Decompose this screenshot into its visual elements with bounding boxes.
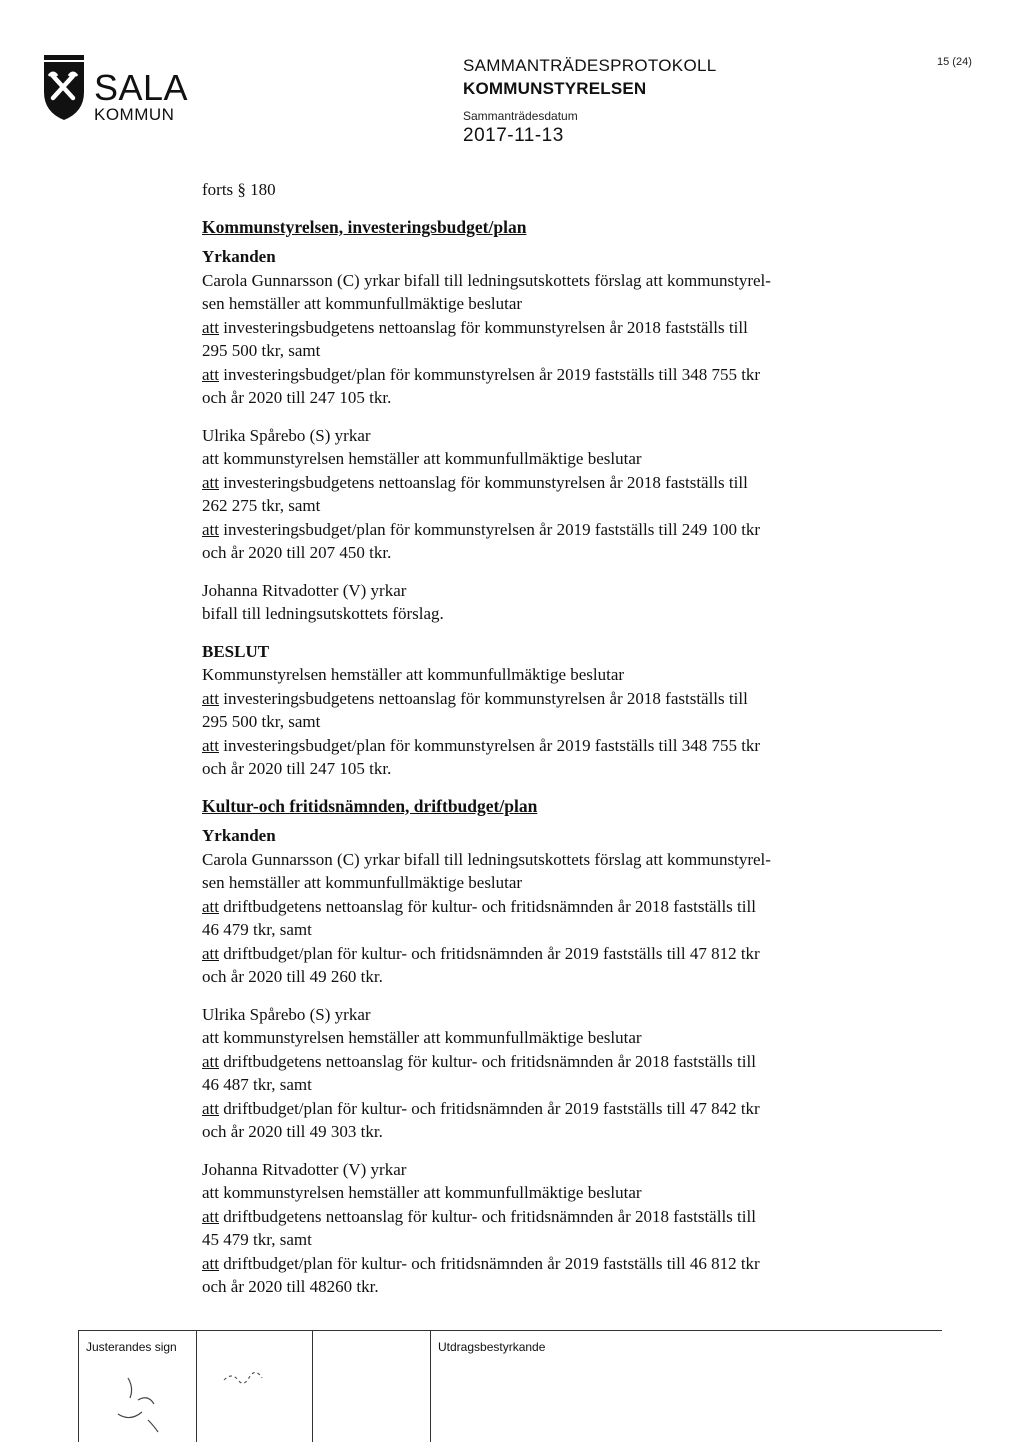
footer-divider (78, 1330, 942, 1331)
paragraph-line: 262 275 tkr, samt (202, 496, 321, 515)
document-body (202, 178, 882, 1299)
proposer-name: Johanna Ritvadotter (V) yrkar (202, 580, 407, 600)
proposer-name: Ulrika Spårebo (S) yrkar (202, 425, 371, 445)
paragraph-line: 46 487 tkr, samt (202, 1075, 312, 1094)
paragraph-line: att kommunstyrelsen hemställer att kommunfullmäktige beslutar (202, 1028, 642, 1047)
footer-divider (430, 1330, 431, 1442)
page-number: 15 (24) (937, 56, 972, 68)
att-word: att (202, 943, 219, 963)
footer-divider (196, 1330, 197, 1442)
att-clause: att investeringsbudget/plan för kommunstyrelsen år 2019 fastställs till 348 755 tkr (202, 735, 761, 755)
section-title-investering: Kommunstyrelsen, investeringsbudget/plan (202, 216, 527, 237)
att-word: att (202, 896, 219, 916)
att-clause: att investeringsbudget/plan för kommunstyrelsen år 2019 fastställs till 348 755 tkr (202, 364, 761, 384)
justerandes-sign-label: Justerandes sign (86, 1340, 177, 1354)
paragraph-line: Carola Gunnarsson (C) yrkar bifall till ledningsutskottets förslag att kommunstyrel- (202, 849, 771, 869)
att-word: att (202, 472, 219, 492)
document-header (463, 56, 716, 147)
board-name: KOMMUNSTYRELSEN (463, 79, 647, 98)
att-clause: att driftbudgetens nettoanslag för kultur- och fritidsnämnden år 2018 fastställs till (202, 1206, 756, 1226)
paragraph-line: att kommunstyrelsen hemställer att kommunfullmäktige beslutar (202, 1183, 642, 1202)
protocol-title: SAMMANTRÄDESPROTOKOLL (463, 56, 717, 75)
att-word: att (202, 364, 219, 384)
yrkanden-heading: Yrkanden (202, 247, 276, 266)
footer-divider (312, 1330, 313, 1442)
att-word: att (202, 688, 219, 708)
paragraph-line: och år 2020 till 48260 tkr. (202, 1277, 379, 1296)
att-clause: att driftbudgetens nettoanslag för kultur- och fritidsnämnden år 2018 fastställs till (202, 1051, 756, 1071)
paragraph-line: och år 2020 till 247 105 tkr. (202, 388, 392, 407)
att-word: att (202, 1206, 219, 1226)
section-ref: forts § 180 (202, 180, 276, 199)
paragraph-line: 295 500 tkr, samt (202, 712, 321, 731)
paragraph-line: 46 479 tkr, samt (202, 920, 312, 939)
signature-scribble (218, 1360, 288, 1390)
logo (40, 54, 188, 123)
att-clause: att investeringsbudgetens nettoanslag för kommunstyrelsen år 2018 fastställs till (202, 688, 748, 708)
beslut-heading: BESLUT (202, 641, 270, 661)
att-clause: att driftbudget/plan för kultur- och fritidsnämnden år 2019 fastställs till 47 842 tkr (202, 1098, 760, 1118)
footer-divider (78, 1330, 79, 1442)
yrkanden-heading: Yrkanden (202, 826, 276, 845)
att-word: att (202, 317, 219, 337)
att-word: att (202, 1051, 219, 1071)
paragraph-line: sen hemställer att kommunfullmäktige beslutar (202, 294, 523, 313)
date-label: Sammanträdesdatum (463, 109, 578, 123)
paragraph-line: och år 2020 till 49 260 tkr. (202, 967, 383, 986)
proposer-name: Ulrika Spårebo (S) yrkar (202, 1004, 371, 1024)
signature-footer (78, 1330, 948, 1442)
att-clause: att driftbudget/plan för kultur- och fritidsnämnden år 2019 fastställs till 46 812 tkr (202, 1253, 760, 1273)
paragraph-line: och år 2020 till 207 450 tkr. (202, 543, 392, 562)
att-clause: att driftbudget/plan för kultur- och fritidsnämnden år 2019 fastställs till 47 812 tkr (202, 943, 760, 963)
att-clause: att investeringsbudgetens nettoanslag för kommunstyrelsen år 2018 fastställs till (202, 472, 748, 492)
signature-scribble (108, 1370, 188, 1440)
logo-name: SALA (94, 67, 189, 108)
sala-crest-icon (40, 54, 88, 122)
att-clause: att investeringsbudget/plan för kommunstyrelsen år 2019 fastställs till 249 100 tkr (202, 519, 761, 539)
att-clause: att investeringsbudgetens nettoanslag för kommunstyrelsen år 2018 fastställs till (202, 317, 748, 337)
paragraph-line: att kommunstyrelsen hemställer att kommunfullmäktige beslutar (202, 449, 642, 468)
att-word: att (202, 1253, 219, 1273)
paragraph-line: sen hemställer att kommunfullmäktige beslutar (202, 873, 523, 892)
paragraph-line: 45 479 tkr, samt (202, 1230, 312, 1249)
section-title-kultur: Kultur-och fritidsnämnden, driftbudget/plan (202, 795, 538, 816)
paragraph-line: 295 500 tkr, samt (202, 341, 321, 360)
proposer-name: Johanna Ritvadotter (V) yrkar (202, 1159, 407, 1179)
utdragsbestyrkande-label: Utdragsbestyrkande (438, 1340, 546, 1354)
paragraph-line: och år 2020 till 49 303 tkr. (202, 1122, 383, 1141)
att-word: att (202, 519, 219, 539)
att-word: att (202, 1098, 219, 1118)
paragraph-line: Carola Gunnarsson (C) yrkar bifall till ledningsutskottets förslag att kommunstyrel- (202, 270, 771, 290)
att-clause: att driftbudgetens nettoanslag för kultur- och fritidsnämnden år 2018 fastställs till (202, 896, 756, 916)
meeting-date: 2017-11-13 (463, 125, 564, 146)
att-word: att (202, 735, 219, 755)
paragraph-line: bifall till ledningsutskottets förslag. (202, 604, 444, 623)
paragraph-line: och år 2020 till 247 105 tkr. (202, 759, 392, 778)
logo-subtitle: KOMMUN (94, 105, 175, 124)
paragraph-line: Kommunstyrelsen hemställer att kommunfullmäktige beslutar (202, 665, 625, 684)
